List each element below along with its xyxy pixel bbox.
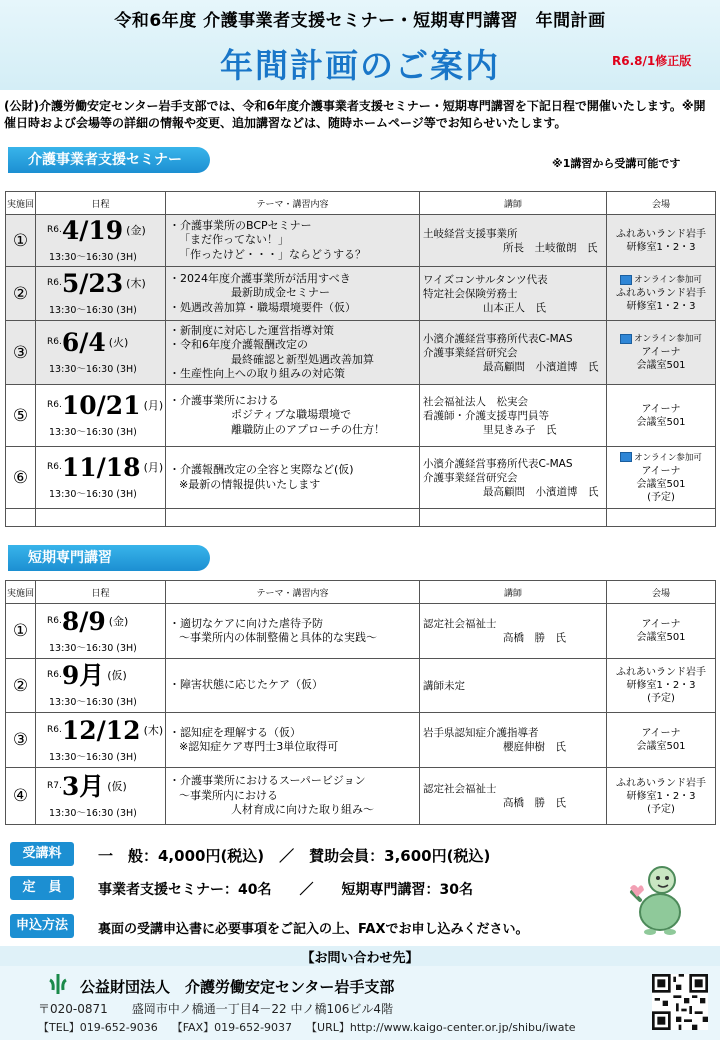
- computer-icon: [620, 275, 632, 285]
- fax-number: 【FAX】019-652-9037: [171, 1021, 293, 1034]
- venue-line: アイーナ: [641, 347, 681, 358]
- course-table: [5, 580, 716, 825]
- instructor-line: ワイズコンサルタンツ代表: [423, 273, 548, 286]
- venue-cell: [607, 659, 716, 713]
- instructor-cell: [420, 215, 607, 267]
- header-date: 日程: [36, 192, 166, 215]
- venue-line: ふれあいランド岩手: [616, 667, 706, 678]
- date-weekday: (木): [143, 723, 164, 737]
- theme-line: ・2024年度介護事業所が活用すべき: [169, 271, 351, 285]
- table-row: [6, 267, 716, 321]
- time-range: 13:30～16:30 (3H): [49, 751, 137, 763]
- instructor-line: 山本正人 氏: [483, 301, 546, 314]
- date-cell: [36, 385, 166, 447]
- date-cell: [36, 267, 166, 321]
- row-number: ②: [6, 659, 36, 713]
- theme-line: ・新制度に対応した運営指導対策: [169, 323, 334, 337]
- contact-lines: [38, 1019, 576, 1035]
- theme-line: ・認知症を理解する（仮）: [169, 725, 301, 739]
- theme-line: 「作ったけど・・・」ならどうする？: [179, 247, 366, 261]
- venue-cell: [607, 385, 716, 447]
- instructor-line: 高橋 勝 氏: [503, 632, 566, 644]
- instructor-cell: [420, 267, 607, 321]
- row-number: ①: [6, 604, 36, 659]
- header-venue: 会場: [607, 581, 716, 604]
- venue-line: (予定): [647, 491, 675, 503]
- instructor-line: 高橋 勝 氏: [503, 797, 566, 809]
- theme-cell: [166, 659, 420, 713]
- instructor-line: 所長 土岐徹朗 氏: [503, 241, 598, 254]
- date-line: [39, 715, 164, 745]
- website-url[interactable]: 【URL】http://www.kaigo-center.or.jp/shibu/iwate: [306, 1021, 576, 1034]
- header-venue: 会場: [607, 192, 716, 215]
- theme-line: 離職防止のアプローチの仕方！: [231, 422, 385, 436]
- computer-icon: [620, 334, 632, 344]
- page-title: 令和6年度 介護事業者支援セミナー・短期専門講習 年間計画: [114, 11, 606, 31]
- section-seminar-title: 介護事業者支援セミナー: [8, 147, 210, 173]
- venue-cell: [607, 713, 716, 768]
- instructor-line: 講師未定: [423, 679, 465, 692]
- table-row: [6, 659, 716, 713]
- empty-cell: [36, 509, 166, 527]
- organization-logo-icon: [46, 972, 70, 996]
- instructor-cell: [420, 713, 607, 768]
- venue-line: 研修室1・2・3: [626, 301, 696, 312]
- qr-code-icon: [652, 974, 708, 1030]
- time-range: 13:30～16:30 (3H): [49, 252, 137, 263]
- instructor-cell: [420, 604, 607, 659]
- date-line: [39, 771, 162, 801]
- header-theme: テーマ・講習内容: [166, 192, 420, 215]
- theme-line: ・生産性向上への取り組みの対応策: [169, 367, 345, 380]
- venue-cell: [607, 604, 716, 659]
- venue-line: 会議室501: [636, 478, 686, 490]
- seminar-note: ※1講習から受講可能です: [552, 157, 681, 170]
- online-label: オンライン参加可: [634, 334, 702, 344]
- seminar-table: [5, 191, 716, 527]
- table-row: [6, 768, 716, 825]
- row-number: ⑥: [6, 447, 36, 509]
- venue-line: (予定): [647, 803, 675, 815]
- instructor-line: 看護師・介護支援専門員等: [423, 409, 549, 422]
- course-table-header: [6, 581, 716, 604]
- date-prefix: R6.: [47, 670, 62, 680]
- theme-line: ・処遇改善加算・職場環境要件（仮）: [169, 300, 356, 314]
- online-badge: [610, 274, 712, 287]
- theme-cell: [166, 768, 420, 825]
- theme-cell: [166, 713, 420, 768]
- row-number: ③: [6, 321, 36, 385]
- row-number: ⑤: [6, 385, 36, 447]
- instructor-line: 里見きみ子 氏: [483, 423, 557, 436]
- apply-label: 申込方法: [10, 914, 74, 938]
- date-prefix: R6.: [47, 278, 62, 288]
- theme-line: 最終確認と新型処遇改善加算: [231, 352, 374, 366]
- date-weekday: (月): [143, 399, 164, 412]
- theme-cell: [166, 267, 420, 321]
- venue-line: ふれあいランド岩手: [616, 288, 706, 299]
- instructor-cell: [420, 385, 607, 447]
- date-cell: [36, 215, 166, 267]
- date-cell: [36, 321, 166, 385]
- theme-cell: [166, 321, 420, 385]
- date-prefix: R6.: [47, 615, 62, 626]
- date-day: 5/23: [61, 269, 124, 298]
- contact-heading: 【お問い合わせ先】: [301, 951, 419, 966]
- date-day: 10/21: [61, 391, 141, 420]
- section-course-title: 短期専門講習: [8, 545, 210, 571]
- venue-line: 会議室501: [636, 416, 686, 428]
- empty-cell: [607, 509, 716, 527]
- theme-line: ・介護事業所のBCPセミナー: [169, 218, 312, 232]
- date-line: [39, 455, 162, 480]
- venue-cell: [607, 321, 716, 385]
- date-prefix: R6.: [47, 225, 62, 235]
- theme-line: ・令和6年度介護報酬改定の: [169, 338, 308, 351]
- time-range: 13:30～16:30 (3H): [49, 697, 137, 708]
- intro-text: (公財)介護労働安定センター岩手支部では、令和6年度介護事業者支援セミナー・短期専門講習を下記日程で開催いたします。※開催日時および会場等の詳細の情報や変更、追加講習などは、随時ホームページ等でお知らせいたします。: [4, 99, 706, 130]
- date-line: [39, 393, 162, 418]
- instructor-line: 特定社会保険労務士: [423, 287, 518, 300]
- empty-cell: [166, 509, 420, 527]
- table-row: [6, 385, 716, 447]
- online-label: オンライン参加可: [634, 452, 702, 463]
- theme-line: ・介護事業所における: [169, 393, 279, 407]
- venue-line: アイーナ: [641, 465, 681, 477]
- table-row: [6, 604, 716, 659]
- venue-cell: [607, 267, 716, 321]
- venue-line: アイーナ: [641, 619, 681, 630]
- instructor-line: 最高顧問 小濱道博 氏: [483, 360, 599, 373]
- header-num: 実施回: [6, 192, 36, 215]
- instructor-cell: [420, 321, 607, 385]
- fee-text: 一 般：4,000円(税込) ／ 賛助会員：3,600円(税込): [98, 847, 491, 865]
- header-date: 日程: [36, 581, 166, 604]
- capacity-label: 定 員: [10, 876, 74, 900]
- instructor-line: 櫻庭伸樹 氏: [503, 741, 566, 753]
- instructor-line: 岩手県認知症介護指導者: [423, 727, 539, 739]
- venue-line: ふれあいランド岩手: [616, 228, 706, 240]
- venue-line: ふれあいランド岩手: [616, 777, 706, 789]
- venue-line: 会議室501: [636, 741, 686, 752]
- venue-line: 会議室501: [636, 360, 686, 371]
- date-day: 9月: [61, 661, 105, 690]
- theme-line: ・適切なケアに向けた虐待予防: [169, 616, 323, 630]
- time-range: 13:30～16:30 (3H): [49, 364, 137, 375]
- time-range: 13:30～16:30 (3H): [49, 642, 137, 654]
- date-cell: [36, 447, 166, 509]
- date-weekday: (金): [108, 614, 129, 628]
- date-weekday: (仮): [107, 669, 127, 682]
- venue-cell: [607, 768, 716, 825]
- date-line: [39, 330, 162, 355]
- instructor-line: 認定社会福祉士: [423, 618, 497, 630]
- date-day: 12/12: [61, 715, 141, 745]
- table-row: [6, 215, 716, 267]
- empty-cell: [420, 509, 607, 527]
- table-row: [6, 447, 716, 509]
- theme-line: 最新助成金セミナー: [231, 286, 330, 300]
- date-prefix: R6.: [47, 400, 62, 410]
- theme-line: ～事業所内における: [179, 788, 278, 802]
- theme-line: ・障害状態に応じたケア（仮）: [169, 678, 323, 692]
- fee-label: 受講料: [10, 842, 74, 866]
- capacity-text: 事業者支援セミナー：40名 ／ 短期専門講習：30名: [98, 882, 473, 898]
- online-badge: [610, 452, 712, 465]
- header-instructor: 講師: [420, 581, 607, 604]
- row-number: ②: [6, 267, 36, 321]
- theme-line: 人材育成に向けた取り組み～: [231, 803, 374, 817]
- theme-line: 「まだ作ってない！」: [179, 233, 289, 247]
- instructor-line: 介護事業経営研究会: [423, 346, 518, 359]
- date-line: [39, 606, 162, 636]
- date-cell: [36, 713, 166, 768]
- theme-cell: [166, 604, 420, 659]
- date-weekday: (木): [126, 277, 146, 290]
- page-subtitle: 年間計画のご案内: [220, 46, 500, 85]
- instructor-line: 小濱介護経営事務所代表C-MAS: [423, 332, 573, 345]
- theme-line: ※認知症ケア専門士3単位取得可: [179, 740, 339, 753]
- table-row: [6, 713, 716, 768]
- theme-line: ポジティブな職場環境で: [231, 408, 352, 422]
- instructor-line: 小濱介護経営事務所代表C-MAS: [423, 457, 573, 470]
- row-number: ③: [6, 713, 36, 768]
- header-instructor: 講師: [420, 192, 607, 215]
- instructor-cell: [420, 447, 607, 509]
- date-line: [39, 218, 162, 243]
- venue-line: アイーナ: [641, 728, 681, 739]
- date-weekday: (金): [126, 224, 146, 237]
- instructor-cell: [420, 768, 607, 825]
- instructor-line: 最高顧問 小濱道博 氏: [483, 485, 599, 498]
- theme-cell: [166, 385, 420, 447]
- venue-line: (予定): [647, 693, 675, 704]
- table-row-empty: [6, 509, 716, 527]
- venue-line: 研修室1・2・3: [626, 241, 696, 253]
- venue-cell: [607, 447, 716, 509]
- theme-cell: [166, 447, 420, 509]
- venue-cell: [607, 215, 716, 267]
- date-cell: [36, 768, 166, 825]
- theme-cell: [166, 215, 420, 267]
- instructor-line: 土岐経営支援事業所: [423, 227, 518, 240]
- instructor-line: 介護事業経営研究会: [423, 471, 518, 484]
- theme-line: ～事業所内の体制整備と具体的な実践～: [179, 631, 377, 644]
- organization-name: 公益財団法人 介護労働安定センター岩手支部: [80, 978, 395, 996]
- instructor-cell: [420, 659, 607, 713]
- header-num: 実施回: [6, 581, 36, 604]
- time-range: 13:30～16:30 (3H): [49, 807, 137, 819]
- date-weekday: (火): [108, 336, 129, 349]
- table-row: [6, 321, 716, 385]
- instructor-line: 社会福祉法人 松実会: [423, 395, 528, 408]
- online-badge: [610, 333, 712, 346]
- instructor-line: 認定社会福祉士: [423, 783, 497, 795]
- date-line: [39, 271, 162, 296]
- time-range: 13:30～16:30 (3H): [49, 427, 137, 438]
- date-day: 11/18: [61, 453, 141, 482]
- online-label: オンライン参加可: [634, 275, 702, 285]
- theme-line: ※最新の情報提供いたします: [179, 477, 321, 491]
- apply-text: 裏面の受講申込書に必要事項をご記入の上、FAXでお申し込みください。: [98, 922, 529, 937]
- theme-line: ・介護報酬改定の全容と実際など(仮): [169, 463, 354, 476]
- header-theme: テーマ・講習内容: [166, 581, 420, 604]
- time-range: 13:30～16:30 (3H): [49, 489, 137, 500]
- venue-line: 会議室501: [636, 632, 686, 643]
- venue-line: アイーナ: [641, 403, 681, 415]
- date-day: 8/9: [61, 606, 106, 636]
- empty-cell: [6, 509, 36, 527]
- date-prefix: R7.: [47, 780, 62, 791]
- date-cell: [36, 659, 166, 713]
- computer-icon: [620, 452, 632, 462]
- seminar-table-header: [6, 192, 716, 215]
- turtle-mascot-icon: [628, 862, 692, 938]
- date-line: [39, 663, 162, 688]
- date-cell: [36, 604, 166, 659]
- date-prefix: R6.: [47, 462, 62, 472]
- tel-number: 【TEL】019-652-9036: [38, 1021, 158, 1034]
- date-weekday: (月): [143, 461, 164, 474]
- address: 〒020-0871 盛岡市中ノ橋通一丁目4－22 中ノ橋106ビル4階: [38, 1002, 394, 1016]
- theme-line: ・介護事業所におけるスーパービジョン: [169, 774, 366, 788]
- date-day: 3月: [61, 771, 105, 801]
- date-weekday: (仮): [107, 779, 127, 793]
- date-prefix: R6.: [47, 724, 62, 735]
- date-day: 4/19: [61, 216, 124, 245]
- date-prefix: R6.: [47, 337, 62, 347]
- row-number: ④: [6, 768, 36, 825]
- revision-label: R6.8/1修正版: [612, 54, 692, 68]
- date-day: 6/4: [61, 328, 106, 357]
- venue-line: 研修室1・2・3: [626, 680, 696, 691]
- row-number: ①: [6, 215, 36, 267]
- venue-line: 研修室1・2・3: [626, 790, 696, 802]
- time-range: 13:30～16:30 (3H): [49, 305, 137, 316]
